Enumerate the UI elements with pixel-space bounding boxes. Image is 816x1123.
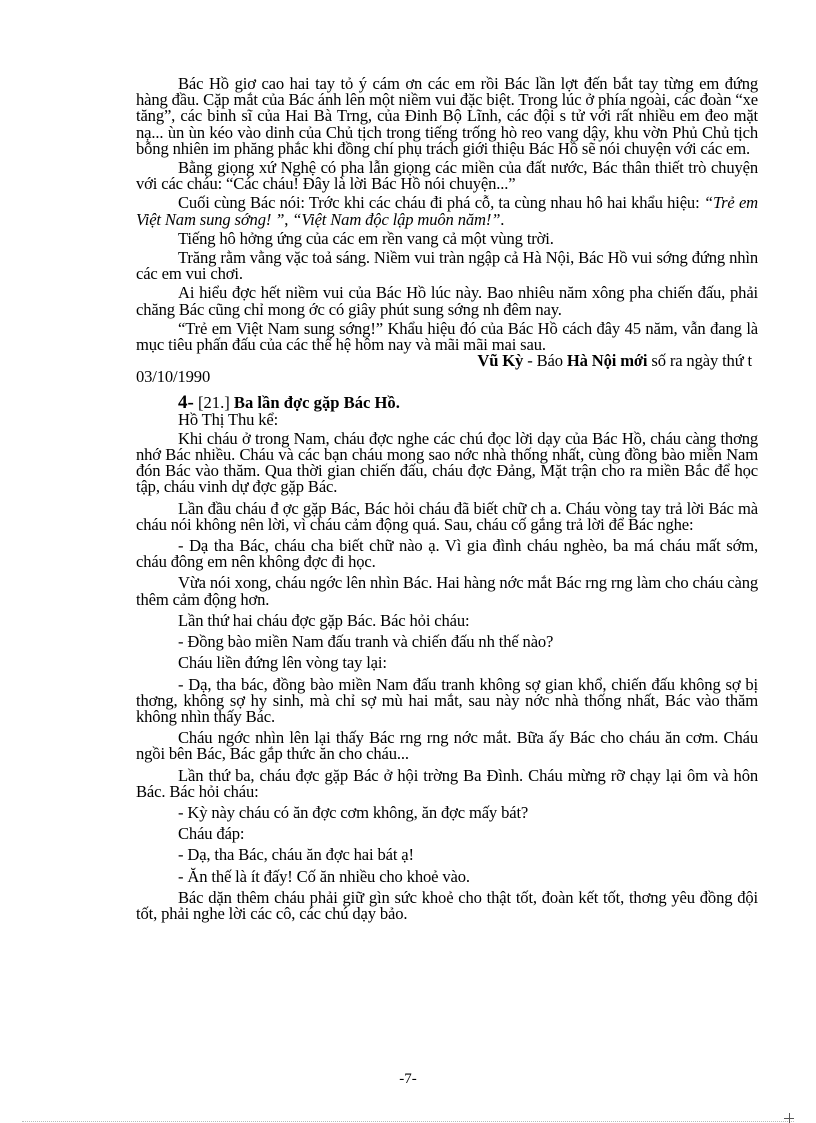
slogan-quote: “Việt Nam độc lập muôn năm!”	[292, 209, 501, 229]
paragraph: Bác dặn thêm cháu phải giữ gìn sức khoẻ cho thật tốt, đoàn kết tốt, thơng yêu đồng đội tốt, phải nghe lời các cô, các chú dạy bảo.	[136, 887, 758, 923]
paragraph: Lần đầu cháu đ ợc gặp Bác, Bác hỏi cháu đã biết chữ ch a. Cháu vòng tay trả lời Bác mà cháu nói không nên lời, vì cháu cảm động quá. Sau, cháu cố gắng trả lời để Bác nghe:	[136, 498, 758, 534]
paragraph	[136, 195, 758, 227]
paragraph: Vừa nói xong, cháu ngớc lên nhìn Bác. Hai hàng nớc mắt Bác rng rng làm cho cháu càng thêm cảm động hơn.	[136, 573, 758, 609]
paragraph: Hồ Thị Thu kể:	[178, 409, 279, 429]
source-signature	[136, 353, 752, 369]
paragraph-text: Cuối cùng Bác nói: Trớc khi các cháu đi phá cỗ, ta cùng nhau hô hai khẩu hiệu:	[178, 193, 704, 213]
paragraph: “Trẻ em Việt Nam sung sớng!” Khẩu hiệu đó của Bác Hồ cách đây 45 năm, vẫn đang là mục tiêu phấn đấu của các thế hệ hôm nay và mãi mãi mai sau.	[136, 318, 758, 355]
paragraph-text: ,	[284, 209, 293, 229]
paragraph: Khi cháu ở trong Nam, cháu đợc nghe các chú đọc lời dạy của Bác Hồ, cháu càng thơng nhớ Bác nhiều. Cháu và các bạn cháu mong sao nớc nhà thống nhất, cùng đồng bào miền Nam đón Bác vào thăm. Qua thời gian chiến đấu, cháu đợc Đảng, Mặt trận cho ra miền Bắc để học tập, cháu vinh dự đợc gặp Bác.	[136, 428, 758, 497]
paragraph: - Kỳ này cháu có ăn đợc cơm không, ăn đợc mấy bát?	[178, 802, 529, 822]
paragraph: Cháu đáp:	[178, 824, 245, 844]
paragraph: - Đồng bào miền Nam đấu tranh và chiến đấu nh thế nào?	[178, 632, 554, 652]
signature-text: số ra ngày thứ t	[647, 351, 752, 371]
document-body	[136, 76, 758, 922]
paragraph: - Dạ tha Bác, cháu cha biết chữ nào ạ. Vì gia đình cháu nghèo, ba má cháu mất sớm, cháu đông em nên không đợc đi học.	[136, 536, 758, 572]
section-heading	[136, 391, 758, 413]
source-date: 03/10/1990	[136, 367, 211, 387]
paragraph: Bác Hồ giơ cao hai tay tỏ ý cám ơn các em rồi Bác lần lợt đến bắt tay từng em đứng hàng đầu. Cặp mắt của Bác ánh lên một niềm vui đặc biệt. Trong lúc ở phía ngoài, các đoàn “xe tăng”, các binh sĩ của Hai Bà Trng, của Đinh Bộ Lĩnh, các đội s tử với rất nhiều em đeo mặt nạ... ùn ùn kéo vào dinh của Chủ tịch trong tiếng trống hò reo vang dậy, khu vờn Phủ Chủ tịch bỗng nhiên im phăng phắc khi đồng chí phụ trách giới thiệu Bác Hồ sẽ nói chuyện với các em.	[136, 74, 758, 158]
crop-mark	[784, 1118, 794, 1119]
paragraph: Cháu liền đứng lên vòng tay lại:	[178, 653, 387, 673]
slogan-quote: “Trẻ em Việt Nam sung sớng! ”	[136, 193, 759, 229]
section-reference: [21.]	[193, 392, 234, 412]
paragraph-text: .	[500, 209, 505, 229]
author-name: Vũ Kỳ	[477, 351, 524, 371]
newspaper-name: Hà Nội mới	[566, 351, 648, 371]
paragraph: Bằng giọng xứ Nghệ có pha lẫn giọng các miền của đất nước, Bác thân thiết trò chuyện với các cháu: “Các cháu! Đây là lời Bác Hồ nói chuyện...”	[136, 158, 758, 194]
paragraph: - Ăn thế là ít đấy! Cố ăn nhiều cho khoẻ vào.	[178, 866, 470, 886]
paragraph: - Dạ, tha Bác, cháu ăn đợc hai bát ạ!	[178, 845, 414, 865]
paragraph: Trăng rằm vằng vặc toả sáng. Niềm vui tràn ngập cả Hà Nội, Bác Hồ vui sớng đứng nhìn các em vui chơi.	[136, 248, 758, 284]
paragraph: Tiếng hô hởng ứng của các em rền vang cả một vùng trời.	[178, 228, 554, 248]
paragraph: - Dạ, tha bác, đồng bào miền Nam đấu tranh không sợ gian khổ, chiến đấu không sợ bị thơng, không sợ hy sinh, mà chỉ sợ mù hai mắt, sau này nớc nhà thống nhất, Bác vào thăm không nhìn thấy Bác.	[136, 674, 758, 726]
paragraph: Ai hiểu đợc hết niềm vui của Bác Hồ lúc này. Bao nhiêu năm xông pha chiến đấu, phải chăng Bác cũng chỉ mong ớc có giây phút sung sớng nh đêm nay.	[136, 283, 758, 319]
section-number: 4-	[178, 391, 194, 413]
page-number: -7-	[399, 1071, 417, 1087]
signature-text: - Báo	[523, 351, 567, 371]
paragraph: Cháu ngớc nhìn lên lại thấy Bác rng rng nớc mắt. Bữa ấy Bác cho cháu ăn cơm. Cháu ngồi bên Bác, Bác gắp thức ăn cho cháu...	[136, 728, 758, 764]
section-title: Ba lần đợc gặp Bác Hồ.	[233, 392, 400, 412]
page-footer-rule	[22, 1121, 794, 1122]
paragraph: Lần thứ hai cháu đợc gặp Bác. Bác hỏi cháu:	[178, 610, 470, 630]
paragraph: Lần thứ ba, cháu đợc gặp Bác ở hội trờng Ba Đình. Cháu mừng rỡ chạy lại ôm và hôn Bác. Bác hỏi cháu:	[136, 765, 758, 801]
